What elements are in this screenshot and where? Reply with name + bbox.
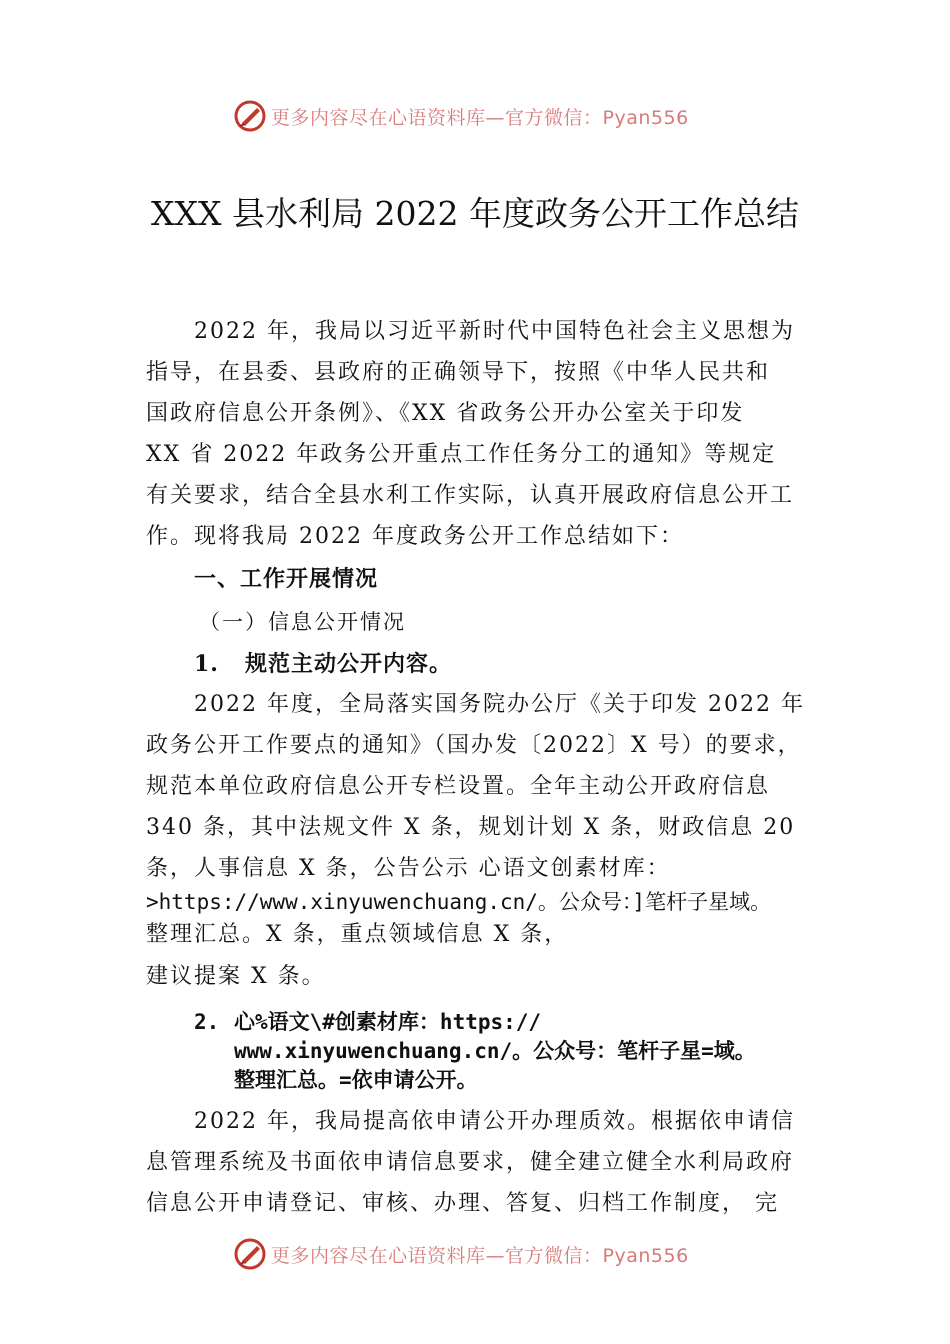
text-line: 有关要求，结合全县水利工作实际，认真开展政府信息公开工 [146,483,795,508]
text-line: 建议提案 X 条。 [146,964,326,989]
text-line: 规范本单位政府信息公开专栏设置。全年主动公开政府信息 [146,774,771,799]
text-line: 政务公开工作要点的通知》（国办发〔2022〕X 号）的要求， [146,733,802,758]
text-line: 340 条，其中法规文件 X 条，规划计划 X 条，财政信息 20 [146,815,796,840]
text-line: 作。现将我局 2022 年度政务公开工作总结如下： [146,524,684,549]
text-line: 2022 年度，全局落实国务院办公厅《关于印发 2022 年 [194,692,805,717]
text-line: >https://www.xinyuwenchuang.cn/。公众号：]笔杆子星域。 [146,890,772,914]
item-heading-1 [194,647,452,678]
item-number: 2. [194,1010,220,1034]
item-title: 规范主动公开内容。 [244,651,452,677]
item1-paragraph [146,684,826,997]
document-title: XXX 县水利局 2022 年度政务公开工作总结 [151,194,799,233]
text-line: 2022 年，我局以习近平新时代中国特色社会主义思想为 [194,319,795,344]
subsection-heading: （一）信息公开情况 [199,610,406,634]
footer-watermark-banner [0,1234,950,1274]
watermark-text: 更多内容尽在心语资料库—官方微信：Pyan556 [271,1244,689,1267]
pen-seal-logo-icon [233,1237,267,1271]
text-line: 心%语文\#创素材库：https:// [234,1010,542,1034]
text-line: XX 省 2022 年政务公开重点工作任务分工的通知》等规定 [146,442,777,467]
intro-paragraph [146,311,826,557]
item2-paragraph [146,1101,826,1224]
text-line: 整理汇总。=依申请公开。 [234,1068,478,1092]
item-number: 1. [194,651,219,677]
watermark-text: 更多内容尽在心语资料库—官方微信：Pyan556 [271,106,689,129]
text-line: 条，人事信息 X 条，公告公示 心语文创素材库： [146,856,671,881]
text-line: 指导，在县委、县政府的正确领导下，按照《中华人民共和 [146,360,771,385]
text-line: 国政府信息公开条例》、《XX 省政务公开办公室关于印发 [146,401,745,426]
header-watermark-banner [0,96,950,136]
section-heading: 一、工作开展情况 [194,567,379,592]
pen-seal-logo-icon [233,99,267,133]
text-line: 整理汇总。X 条，重点领域信息 X 条， [146,922,569,947]
text-line: 信息公开申请登记、审核、办理、答复、归档工作制度， 完 [146,1191,779,1216]
text-line: 2022 年，我局提高依申请公开办理质效。根据依申请信 [194,1109,795,1134]
text-line: 息管理系统及书面依申请信息要求，健全建立健全水利局政府 [146,1150,795,1175]
item-heading-2 [194,1008,756,1095]
text-line: www.xinyuwenchuang.cn/。公众号：笔杆子星=域。 [234,1039,756,1063]
